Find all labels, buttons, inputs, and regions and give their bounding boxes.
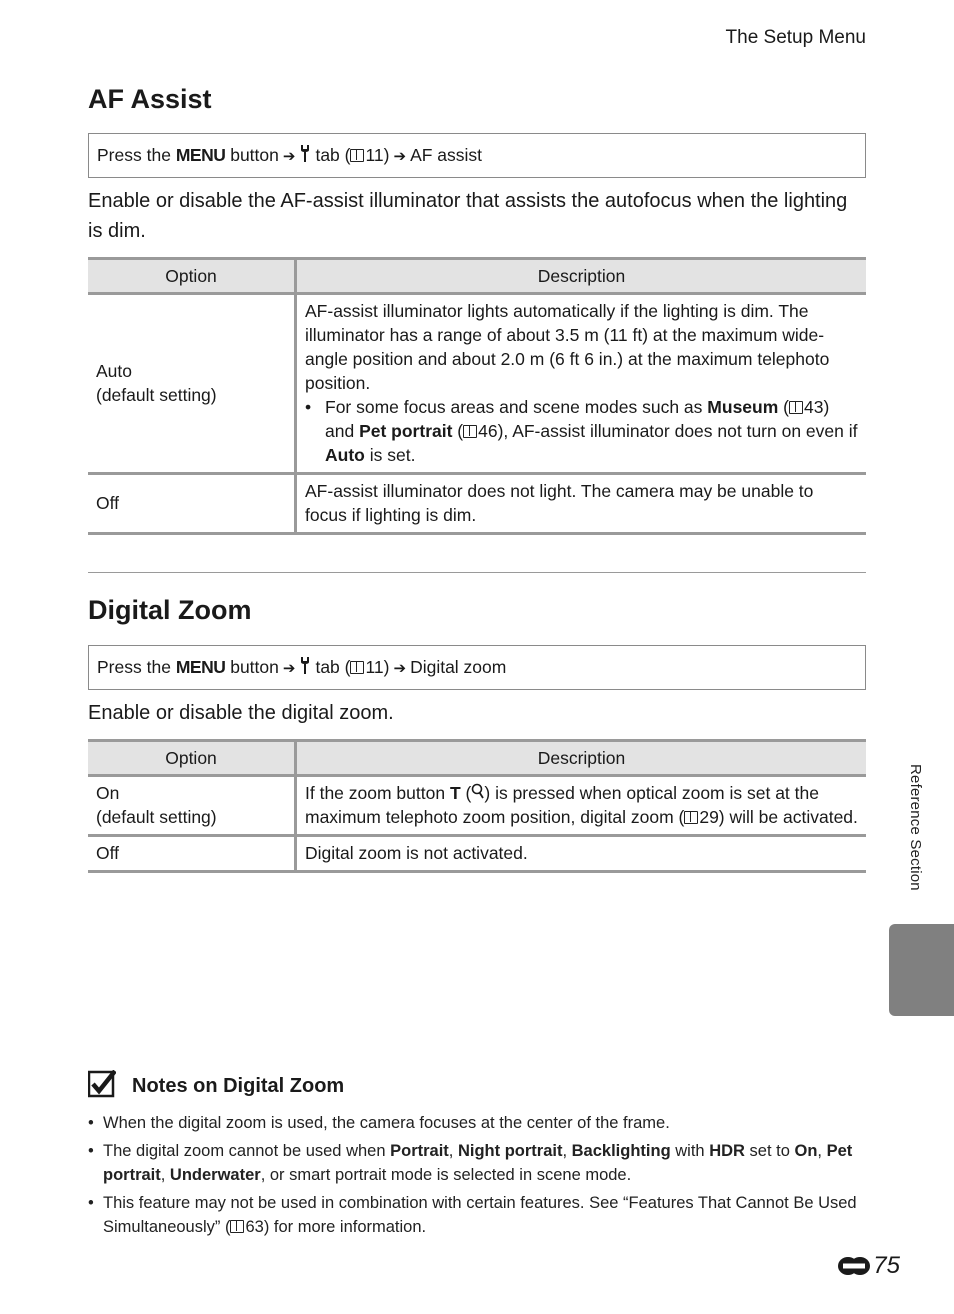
menu-path-text: button xyxy=(230,657,279,677)
option-cell xyxy=(88,776,296,836)
checkmark-icon xyxy=(88,1070,116,1103)
menu-path-text: tab ( xyxy=(315,657,351,677)
menu-path-item: Digital zoom xyxy=(410,657,507,677)
bullet-item xyxy=(305,395,858,467)
book-ref-icon xyxy=(789,401,803,414)
table-row xyxy=(88,836,866,872)
option-name: On xyxy=(96,783,120,803)
bullet-icon: • xyxy=(88,1194,94,1212)
book-ref-icon xyxy=(350,149,364,162)
bullet-icon: • xyxy=(88,1114,94,1132)
option-default-note: (default setting) xyxy=(96,385,217,405)
side-section-label: Reference Section xyxy=(907,764,924,891)
section-divider xyxy=(88,572,866,573)
option-default-note: (default setting) xyxy=(96,807,217,827)
list-item xyxy=(88,1139,866,1187)
menu-path-text: 11) xyxy=(365,145,390,165)
digital-zoom-table xyxy=(88,739,866,873)
description-cell xyxy=(296,294,867,474)
book-ref-icon xyxy=(350,661,364,674)
menu-button-glyph: MENU xyxy=(175,657,226,677)
reference-e-icon xyxy=(837,1255,871,1277)
digital-zoom-intro: Enable or disable the digital zoom. xyxy=(88,702,394,724)
option-cell: Off xyxy=(88,474,296,534)
option-cell: Off xyxy=(88,836,296,872)
menu-button-glyph: MENU xyxy=(175,145,226,165)
bullet-icon: • xyxy=(305,397,312,417)
bullet-text: For some focus areas and scene modes such as Museum ( 43) and Pet portrait ( 46), AF-assist illuminator does not turn on even if Auto is set. xyxy=(325,397,858,465)
page-number xyxy=(837,1252,900,1280)
menu-path-af-assist xyxy=(88,133,866,178)
section-thumb-tab xyxy=(889,924,954,1016)
option-name: Auto xyxy=(96,361,132,381)
option-cell xyxy=(88,294,296,474)
bullet-icon: • xyxy=(88,1142,94,1160)
notes-list xyxy=(88,1111,866,1243)
magnifier-icon xyxy=(471,783,484,803)
menu-path-item: AF assist xyxy=(410,145,483,165)
list-item xyxy=(88,1191,866,1239)
menu-path-text: Press the xyxy=(97,657,171,677)
af-assist-table xyxy=(88,257,866,535)
description-cell: AF-assist illuminator does not light. The camera may be unable to focus if lighting is dim. xyxy=(296,474,867,534)
description-text: AF-assist illuminator lights automatically if the lighting is dim. The illuminator has a range of about 3.5 m (11 ft) at the maximum wide-angle position and about 2.0 m (6 ft 6 in.) at the maximum telephoto position. xyxy=(305,301,830,393)
column-header-option: Option xyxy=(88,741,296,776)
description-cell: If the zoom button T ( ) is pressed when optical zoom is set at the maximum telephoto zoom position, digital zoom ( 29) will be activated. xyxy=(296,776,867,836)
table-row xyxy=(88,474,866,534)
book-ref-icon xyxy=(463,425,477,438)
column-header-description: Description xyxy=(296,741,867,776)
note-text: The digital zoom cannot be used when Portrait, Night portrait, Backlighting with HDR set to On, Pet portrait, Underwater, or smart portrait mode is selected in scene mode. xyxy=(103,1142,853,1184)
menu-path-text: 11) xyxy=(365,657,390,677)
menu-path-digital-zoom xyxy=(88,645,866,690)
column-header-description: Description xyxy=(296,259,867,294)
book-ref-icon xyxy=(684,811,698,824)
running-header: The Setup Menu xyxy=(725,27,866,48)
section-title-digital-zoom: Digital Zoom xyxy=(88,595,252,625)
wrench-icon xyxy=(299,656,311,679)
arrow-right-icon: ➔ xyxy=(282,147,296,165)
note-text: This feature may not be used in combination with certain features. See “Features That Cannot Be Used Simultaneously” ( 63) for more information. xyxy=(103,1194,857,1236)
wrench-icon xyxy=(299,144,311,167)
book-ref-icon xyxy=(230,1220,244,1233)
menu-path-text: Press the xyxy=(97,145,171,165)
menu-path-text: button xyxy=(230,145,279,165)
arrow-right-icon: ➔ xyxy=(393,659,407,677)
note-text: When the digital zoom is used, the camera focuses at the center of the frame. xyxy=(103,1114,670,1132)
column-header-option: Option xyxy=(88,259,296,294)
notes-title: Notes on Digital Zoom xyxy=(132,1075,345,1097)
page-number-value: 75 xyxy=(873,1252,900,1279)
table-row xyxy=(88,294,866,474)
notes-heading xyxy=(88,1070,344,1103)
list-item xyxy=(88,1111,866,1135)
tele-t-glyph: T xyxy=(449,783,461,803)
arrow-right-icon: ➔ xyxy=(282,659,296,677)
section-title-af-assist: AF Assist xyxy=(88,84,212,114)
table-row xyxy=(88,776,866,836)
arrow-right-icon: ➔ xyxy=(393,147,407,165)
af-assist-intro: Enable or disable the AF-assist illuminator that assists the autofocus when the lighting is dim. xyxy=(88,190,848,242)
description-cell: Digital zoom is not activated. xyxy=(296,836,867,872)
menu-path-text: tab ( xyxy=(315,145,351,165)
